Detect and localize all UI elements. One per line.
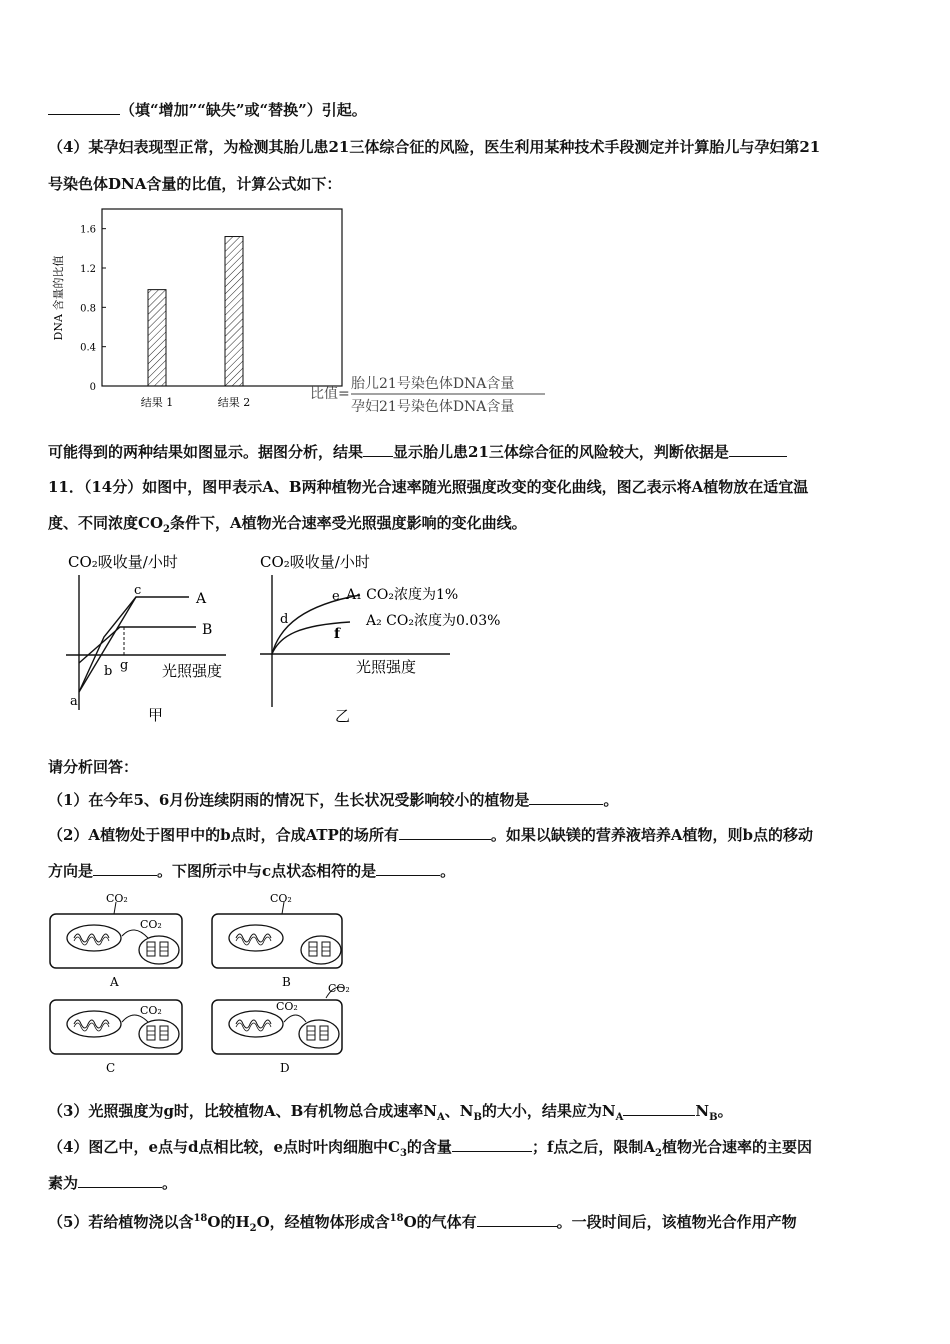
- answer-blank[interactable]: [452, 1137, 532, 1152]
- subscript: 2: [163, 524, 170, 535]
- y-tick-label: 0.8: [80, 303, 96, 315]
- text: ；f点之后，限制A: [531, 1138, 656, 1156]
- cell-diagrams: [44, 888, 374, 1078]
- formula-denominator: 孕妇21号染色体DNA含量: [351, 399, 515, 415]
- graph-jia-ylabel: CO₂吸收量/小时: [68, 553, 178, 571]
- text: N: [695, 1102, 710, 1120]
- q11-p1: [48, 790, 618, 810]
- q11-p5: [48, 1209, 797, 1239]
- label-e: e: [332, 589, 340, 604]
- text: （3）光照强度为g时，比较植物A、B有机物总合成速率N: [48, 1102, 437, 1120]
- text: O的H: [207, 1213, 250, 1231]
- text: 显示胎儿患21三体综合征的风险较大，判断依据是: [393, 443, 729, 461]
- graph-jia: [56, 545, 256, 730]
- answer-blank[interactable]: [376, 861, 440, 876]
- text: 方向是: [48, 862, 94, 880]
- text: （2）A植物处于图甲中的b点时，合成ATP的场所有: [48, 826, 399, 844]
- graph-jia-xlabel: 光照强度: [162, 662, 223, 680]
- text: 。: [717, 1102, 733, 1120]
- cell-B-caption: B: [282, 975, 291, 989]
- co2-label: CO₂: [140, 918, 162, 931]
- y-tick-label: 0: [89, 382, 96, 393]
- text: （填“增加”“缺失”或“替换”）引起。: [120, 101, 367, 119]
- formula-label: 比值=: [310, 386, 350, 402]
- text: （4）图乙中，e点与d点相比较，e点时叶肉细胞中C: [48, 1138, 400, 1156]
- graph-yi-ylabel: CO₂吸收量/小时: [260, 553, 370, 571]
- subscript: A: [615, 1112, 624, 1123]
- subscript: 3: [399, 1148, 407, 1159]
- text: O的气体有: [403, 1213, 477, 1231]
- curve-A2-label: A₂ CO₂浓度为0.03%: [366, 613, 501, 629]
- answer-blank[interactable]: [529, 790, 603, 805]
- label-c: c: [134, 583, 142, 598]
- q11-p3: [48, 1101, 733, 1128]
- dna-ratio-bar-chart: [48, 202, 568, 422]
- answer-blank[interactable]: [399, 825, 491, 840]
- text: 。一段时间后，该植物光合作用产物: [556, 1213, 797, 1231]
- text: 。: [603, 791, 619, 809]
- q11-line2: [48, 513, 527, 540]
- answer-blank[interactable]: [78, 1173, 162, 1188]
- text: 的含量: [406, 1138, 452, 1156]
- x-category-label: 结果 1: [140, 396, 174, 409]
- co2-label: CO₂: [140, 1004, 162, 1017]
- cell-D: [212, 982, 350, 1075]
- text: 。下图所示中与c点状态相符的是: [157, 862, 377, 880]
- y-tick-label: 1.6: [80, 224, 96, 236]
- answer-blank[interactable]: [477, 1212, 557, 1227]
- q10-p4-line1: （4）某孕妇表现型正常，为检测其胎儿患21三体综合征的风险，医生利用某种技术手段测定并计算胎儿与孕妇第21: [48, 138, 821, 156]
- q11-ask: 请分析回答：: [48, 758, 139, 776]
- q10-result-line: [48, 442, 787, 462]
- cell-B: [212, 892, 342, 989]
- q11-p2-line1: [48, 825, 813, 845]
- text: O，经植物体形成含: [256, 1213, 390, 1231]
- y-axis-label: DNA 含量的比值: [52, 255, 65, 341]
- curve-B: [79, 627, 196, 663]
- subscript: B: [473, 1112, 482, 1123]
- text: 。: [162, 1174, 178, 1192]
- label-g: g: [120, 658, 129, 673]
- q10-p4-line2: 号染色体DNA含量的比值，计算公式如下：: [48, 175, 342, 193]
- curve-A1-label: A₁ CO₂浓度为1%: [346, 587, 459, 603]
- q10-fill-line: [48, 100, 367, 120]
- subscript: B: [709, 1112, 718, 1123]
- superscript: 18: [193, 1213, 208, 1224]
- cell-A: [50, 892, 182, 989]
- superscript: 18: [389, 1213, 404, 1224]
- text: 可能得到的两种结果如图显示。据图分析，结果: [48, 443, 364, 461]
- answer-blank[interactable]: [48, 100, 120, 115]
- cell-D-caption: D: [280, 1061, 290, 1075]
- answer-blank[interactable]: [729, 442, 787, 457]
- subscript: 2: [655, 1148, 662, 1159]
- bar-1: [148, 290, 166, 386]
- answer-blank[interactable]: [623, 1101, 695, 1116]
- graph-yi-caption: 乙: [335, 707, 351, 725]
- cell-C-caption: C: [106, 1061, 116, 1075]
- answer-blank[interactable]: [93, 861, 157, 876]
- graph-jia-caption: 甲: [148, 706, 164, 724]
- y-tick-label: 1.2: [80, 264, 96, 275]
- co2-label: CO₂: [328, 982, 350, 995]
- text: 度、不同浓度CO: [48, 514, 164, 532]
- formula-numerator: 胎儿21号染色体DNA含量: [351, 376, 515, 392]
- text: 的大小，结果应为N: [481, 1102, 616, 1120]
- q11-p4-line2: [48, 1173, 177, 1193]
- bar-2: [225, 237, 243, 386]
- co2-label: CO₂: [270, 892, 292, 905]
- text: 植物光合速率的主要因: [662, 1138, 813, 1156]
- q11-p2-line2: [48, 861, 455, 881]
- label-d: d: [280, 612, 289, 627]
- label-b: b: [104, 664, 113, 679]
- cell-A-caption: A: [110, 975, 119, 989]
- answer-blank[interactable]: [363, 442, 393, 457]
- q11-p4-line1: [48, 1137, 812, 1164]
- q11-line1: 11．（14分）如图中，图甲表示A、B两种植物光合速率随光照强度改变的变化曲线，图乙表示将A植物放在适宜温: [48, 478, 809, 496]
- text: （1）在今年5、6月份连续阴雨的情况下，生长状况受影响较小的植物是: [48, 791, 530, 809]
- label-B: B: [202, 622, 213, 638]
- graph-yi: [250, 545, 540, 730]
- text: 素为: [48, 1174, 79, 1192]
- text: 条件下，A植物光合速率受光照强度影响的变化曲线。: [169, 514, 527, 532]
- bars: [148, 237, 243, 386]
- subscript: 2: [249, 1223, 257, 1234]
- text: 、N: [444, 1102, 474, 1120]
- label-f: f: [334, 626, 341, 642]
- co2-label: CO₂: [106, 892, 128, 905]
- label-a: a: [70, 694, 78, 709]
- x-category-label: 结果 2: [217, 396, 251, 409]
- text: 。如果以缺镁的营养液培养A植物，则b点的移动: [490, 826, 813, 844]
- label-A: A: [196, 591, 207, 607]
- y-tick-label: 0.4: [80, 342, 96, 354]
- subscript: A: [436, 1112, 445, 1123]
- co2-label: CO₂: [276, 1000, 298, 1013]
- plot-frame: [102, 209, 342, 386]
- text: （5）若给植物浇以含: [48, 1213, 194, 1231]
- cell-C: [50, 1000, 182, 1075]
- graph-yi-xlabel: 光照强度: [356, 658, 417, 676]
- x-categories: [141, 395, 251, 409]
- text: 。: [440, 862, 456, 880]
